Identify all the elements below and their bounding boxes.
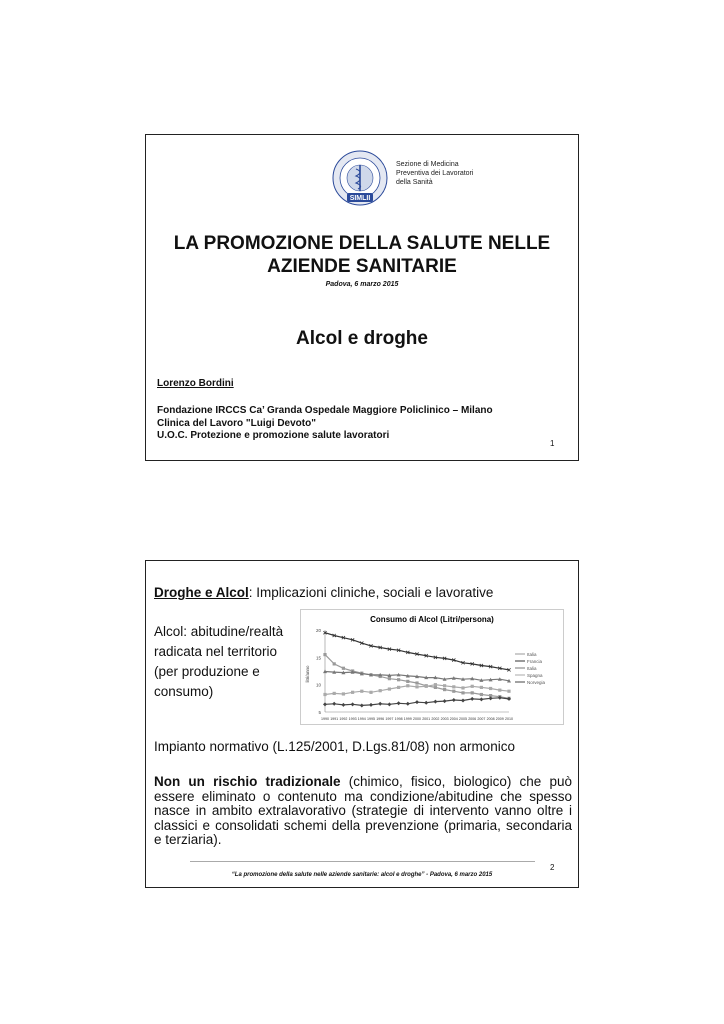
data-point <box>323 653 326 656</box>
alcol-line: consumo) <box>154 684 214 699</box>
x-tick-label: 2007 <box>477 717 486 721</box>
chart-svg <box>301 610 563 724</box>
affiliation <box>157 405 493 443</box>
legend-label: Francia <box>527 658 543 664</box>
data-point <box>489 687 492 690</box>
data-point <box>397 678 400 681</box>
data-point <box>434 686 437 689</box>
x-tick-label: 2010 <box>505 717 513 721</box>
x-tick-label: 2009 <box>495 717 504 721</box>
x-tick-label: 1997 <box>385 717 394 721</box>
data-point <box>406 680 409 683</box>
data-point <box>443 699 447 703</box>
data-point <box>332 702 336 706</box>
org-line: Sezione di Medicina <box>396 161 459 168</box>
rischio-rest: (chimico, fisico, biologico) che può essere eliminato o contenuto ma condizione/abitudine che spesso nasce in ambito extralavorativo (strategie di intervento vanno oltre i classici e consolidati schemi della prevenzione (primaria, secondaria e terziaria). <box>154 774 573 847</box>
data-point <box>369 691 372 694</box>
data-point <box>461 691 464 694</box>
data-point <box>379 689 382 692</box>
title-line-1: LA PROMOZIONE DELLA SALUTE NELLE <box>173 233 551 254</box>
x-tick-label: 1991 <box>330 717 339 721</box>
affiliation-line: U.O.C. Protezione e promozione salute lavoratori <box>157 430 390 441</box>
series-line <box>325 633 509 670</box>
data-point <box>461 699 465 703</box>
slide-1 <box>145 134 579 461</box>
legend-label: Norvegia <box>527 679 546 685</box>
data-point <box>443 684 446 687</box>
page-number: 2 <box>550 863 555 872</box>
data-point <box>434 683 437 686</box>
logo-text: SIMLII <box>349 195 371 202</box>
data-point <box>369 703 373 707</box>
x-tick-label: 1999 <box>403 717 412 721</box>
data-point <box>461 686 464 689</box>
data-point <box>479 697 483 701</box>
footer-divider <box>190 861 535 862</box>
x-tick-label: 2008 <box>486 717 495 721</box>
rischio-bold: Non un rischio tradizionale <box>154 774 341 789</box>
simlii-logo <box>331 149 389 207</box>
x-tick-label: 1993 <box>348 717 357 721</box>
data-point <box>507 690 510 693</box>
y-axis-label: litri/anno <box>305 665 310 683</box>
y-tick-label: 10 <box>315 682 321 688</box>
y-tick-label: 5 <box>318 710 321 715</box>
impianto-text: Impianto normativo (L.125/2001, D.Lgs.81/08) non armonico <box>154 739 515 754</box>
alcohol-chart <box>300 609 564 725</box>
x-tick-label: 1996 <box>376 717 385 721</box>
data-point <box>397 686 400 689</box>
data-point <box>397 701 401 705</box>
x-tick-label: 2003 <box>440 717 449 721</box>
data-point <box>480 693 483 696</box>
data-point <box>471 685 474 688</box>
x-tick-label: 1995 <box>367 717 375 721</box>
chart-title: Consumo di Alcol (Litri/persona) <box>370 615 494 624</box>
data-point <box>351 691 354 694</box>
x-tick-label: 2004 <box>449 717 458 721</box>
data-point <box>351 702 355 706</box>
data-point <box>342 667 345 670</box>
affiliation-line: Clinica del Lavoro "Luigi Devoto" <box>157 417 316 429</box>
x-tick-label: 2000 <box>413 717 421 721</box>
x-tick-label: 1990 <box>321 717 329 721</box>
legend-label: Italia <box>527 665 537 671</box>
alcol-line: radicata nel territorio <box>154 644 278 659</box>
data-point <box>433 700 437 704</box>
slide-heading <box>154 585 493 600</box>
author-name: Lorenzo Bordini <box>157 378 234 389</box>
slide-subtitle: Alcol e droghe <box>296 328 428 349</box>
data-point <box>425 685 428 688</box>
data-point <box>333 662 336 665</box>
data-point <box>406 702 410 706</box>
legend-label: Spagna <box>527 672 543 678</box>
x-tick-label: 2005 <box>459 717 467 721</box>
data-point <box>480 686 483 689</box>
data-point <box>342 692 345 695</box>
data-point <box>323 702 327 706</box>
data-point <box>323 693 326 696</box>
data-point <box>415 685 418 688</box>
slide-title <box>146 232 578 278</box>
alcol-line: Alcol: abitudine/realtà <box>154 624 284 639</box>
org-name <box>396 160 473 187</box>
data-point <box>415 681 418 684</box>
x-tick-label: 1994 <box>357 717 366 721</box>
x-tick-label: 1992 <box>339 717 348 721</box>
data-point <box>452 685 455 688</box>
data-point <box>341 703 345 707</box>
data-point <box>333 692 336 695</box>
x-tick-label: 1998 <box>394 717 403 721</box>
event-date: Padova, 6 marzo 2015 <box>325 281 399 288</box>
page-number: 1 <box>550 439 555 448</box>
data-point <box>360 690 363 693</box>
data-point <box>387 702 391 706</box>
data-point <box>360 703 364 707</box>
data-point <box>452 698 456 702</box>
title-line-2: AZIENDE SANITARIE <box>267 256 457 277</box>
slide-2 <box>145 560 579 888</box>
rischio-text <box>154 775 572 848</box>
data-point <box>406 684 409 687</box>
alcol-line: (per produzione e <box>154 664 260 679</box>
data-point <box>388 687 391 690</box>
data-point <box>443 688 446 691</box>
heading-bold: Droghe e Alcol <box>154 585 249 600</box>
data-point <box>378 702 382 706</box>
alcol-text <box>154 622 283 702</box>
legend-label: Italia <box>527 651 537 657</box>
data-point <box>415 700 419 704</box>
data-point <box>471 691 474 694</box>
affiliation-line: Fondazione IRCCS Ca’ Granda Ospedale Maggiore Policlinico – Milano <box>157 405 493 416</box>
data-point <box>470 697 474 701</box>
data-point <box>424 701 428 705</box>
x-tick-label: 2001 <box>422 717 431 721</box>
data-point <box>452 690 455 693</box>
heading-rest: : Implicazioni cliniche, sociali e lavorative <box>248 585 494 600</box>
data-point <box>388 677 391 680</box>
y-tick-label: 15 <box>315 655 321 661</box>
y-tick-label: 20 <box>315 628 321 633</box>
footer-text: “La promozione della salute nelle aziende sanitarie: alcol e droghe” - Padova, 6 marzo 2015 <box>231 872 493 878</box>
org-line: Preventiva dei Lavoratori <box>396 170 474 177</box>
x-tick-label: 2006 <box>468 717 477 721</box>
x-tick-label: 2002 <box>431 717 440 721</box>
org-line: della Sanità <box>396 179 433 186</box>
data-point <box>498 689 501 692</box>
